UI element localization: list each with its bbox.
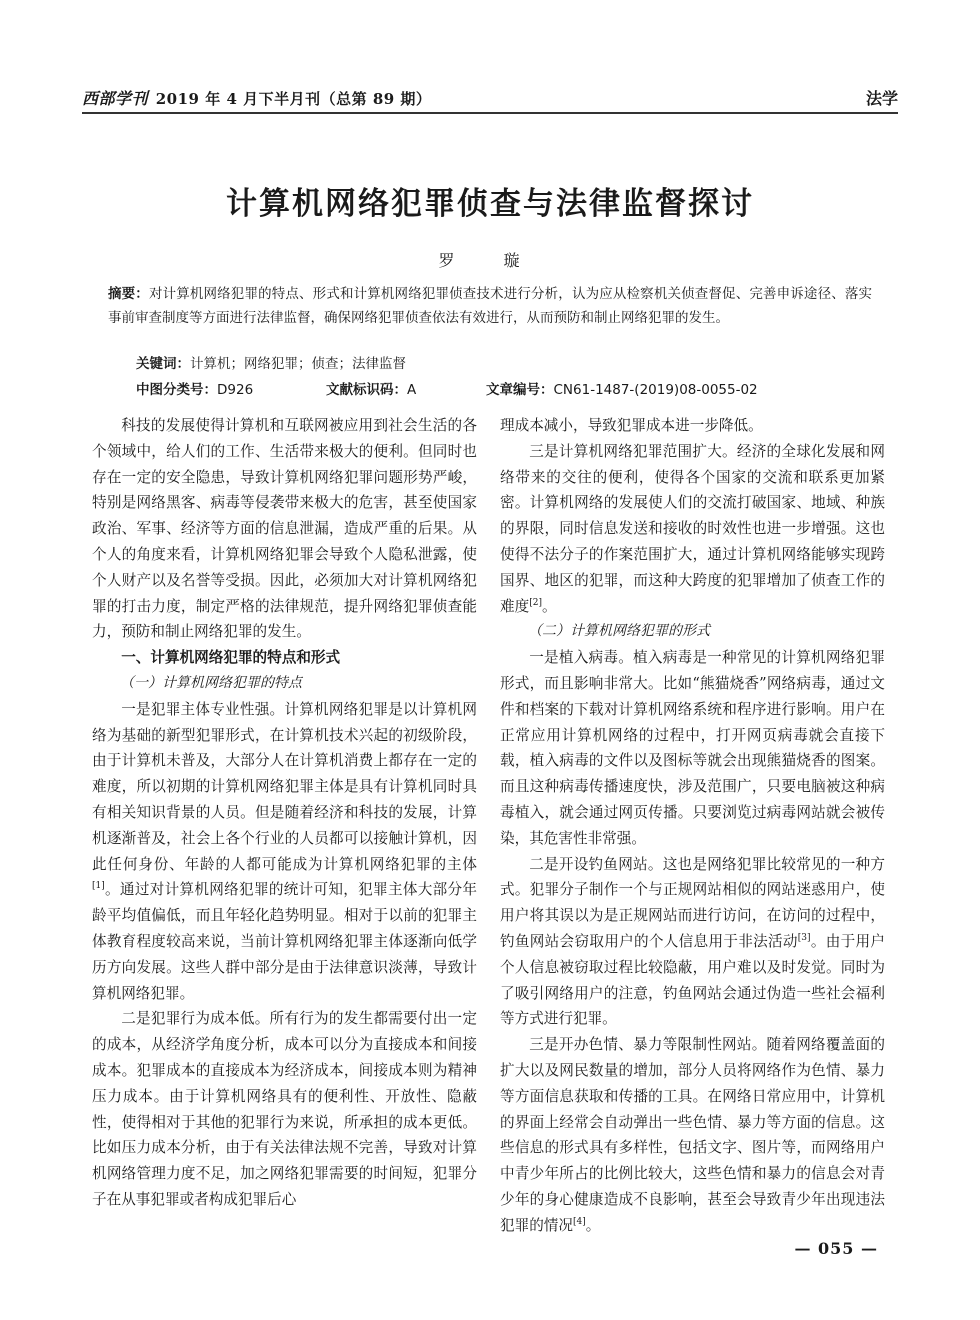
abstract-text: 对计算机网络犯罪的特点、形式和计算机网络犯罪侦查技术进行分析，认为应从检察机关侦查督促、完善申诉途径、落实事前审查制度等方面进行法律监督，确保网络犯罪侦查依法有效进行，从而预防和制止网络犯罪的发生。 (108, 286, 872, 326)
citation-ref: [4] (572, 1216, 586, 1227)
header-rule (82, 112, 898, 114)
doc-code (326, 378, 416, 398)
citation-ref: [1] (92, 881, 105, 892)
body-paragraph: 一是植入病毒。植入病毒是一种常见的计算机网络犯罪形式，而且影响非常大。比如“熊猫烧香”网络病毒，通过文件和档案的下载对计算机网络系统和程序进行影响。用户在正常应用计算机网络的过程中，打开网页病毒就会直接下载，植入病毒的文件以及图标等就会出现熊猫烧香的图案。而且这种病毒传播速度快，涉及范围广，只要电脑被这种病毒植入，就会通过网页传播。只要浏览过病毒网站就会被传染，其危害性非常强。 (500, 649, 885, 847)
doc-code-label: 文献标识码： (326, 382, 407, 398)
article-title: 计算机网络犯罪侦查与法律监督探讨 (226, 186, 754, 222)
journal-info (82, 86, 431, 109)
paragraph-text: 。由于用户个人信息被窃取过程比较隐蔽，用户难以及时发觉。同时为了吸引网络用户的注意，钓鱼网站会通过伪造一些社会福利等方式进行犯罪。 (500, 932, 885, 1028)
doc-code-value: A (407, 382, 417, 398)
section-heading: 一、计算机网络犯罪的特点和形式 (121, 649, 341, 667)
citation-ref: [3] (797, 933, 811, 944)
keywords-label: 关键词： (136, 356, 190, 372)
running-header (82, 86, 898, 114)
journal-logo: 西部学刊 (82, 89, 149, 108)
paragraph-text: 二是开设钓鱼网站。这也是网络犯罪比较常见的一种方式。犯罪分子制作一个与正规网站相似的网站迷惑用户，使用户将其误以为是正规网站而进行访问，在访问的过程中，钓鱼网站会窃取用户的个人信息用于非法活动 (500, 855, 885, 950)
citation-ref: [2] (529, 597, 542, 608)
paragraph-text: 三是计算机网络犯罪范围扩大。经济的全球化发展和网络带来的交往的便利，使得各个国家的交流和联系更加紧密。计算机网络的发展使人们的交流打破国家、地域、种族的界限，同时信息发送和接收的时效性也进一步增强。这也使得不法分子的作案范围扩大，通过计算机网络能够实现跨国界、地区的犯罪，而这种大跨度的犯罪增加了侦查工作的难度 (500, 442, 885, 615)
classification-row (136, 378, 856, 400)
paragraph-text: 三是开办色情、暴力等限制性网站。随着网络覆盖面的扩大以及网民数量的增加，部分人员将网络作为色情、暴力等方面信息获取和传播的工具。在网络日常应用中，计算机的界面上经常会自动弹出一些色情、暴力等方面的信息。这些信息的形式具有多样性，包括文字、图片等，而网络用户中青少年所占的比例比较大，这些色情和暴力的信息会对青少年的身心健康造成不良影响，甚至会导致青少年出现违法犯罪的情况 (500, 1036, 885, 1234)
clc-value: D926 (217, 382, 254, 398)
right-column (500, 413, 885, 1239)
body-paragraph: 科技的发展使得计算机和互联网被应用到社会生活的各个领域中，给人们的工作、生活带来极大的便利。但同时也存在一定的安全隐患，导致计算机网络犯罪问题形势严峻，特别是网络黑客、病毒等侵袭带来极大的危害，甚至使国家政治、军事、经济等方面的信息泄漏，造成严重的后果。从个人的角度来看，计算机网络犯罪会导致个人隐私泄露，使个人财产以及名誉等受损。因此，必须加大对计算机网络犯罪的打击力度，制定严格的法律规范，提升网络犯罪侦查能力，预防和制止网络犯罪的发生。 (92, 417, 477, 641)
paragraph-text: 一是犯罪主体专业性强。计算机网络犯罪是以计算机网络为基础的新型犯罪形式，在计算机技术兴起的初级阶段，由于计算机未普及，大部分人在计算机消费上都存在一定的难度，所以初期的计算机网络犯罪主体是具有计算机同时具有相关知识背景的人员。但是随着经济和科技的发展，计算机逐渐普及，社会上各个行业的人员都可以接触计算机，因此任何身份、年龄的人都可能成为计算机网络犯罪的主体 (92, 700, 477, 873)
keywords (136, 353, 406, 375)
abstract-label: 摘要： (108, 286, 149, 302)
clc-code (136, 378, 253, 398)
article-author: 罗 璇 (438, 251, 542, 270)
subsection-heading: （一）计算机网络犯罪的特点 (120, 674, 302, 691)
subsection-heading: （二）计算机网络犯罪的形式 (528, 623, 710, 640)
body-paragraph (500, 439, 885, 620)
body-paragraph (92, 697, 477, 1007)
article-number (486, 378, 758, 398)
paragraph-text: 。 (585, 1216, 601, 1234)
section-label: 法学 (865, 89, 898, 108)
paragraph-text: 。 (541, 597, 557, 615)
paragraph-text: 。通过对计算机网络犯罪的统计可知，犯罪主体大部分年龄平均值偏低，而且年轻化趋势明显。相对于以前的犯罪主体教育程度较高来说，当前计算机网络犯罪主体逐渐向低学历方向发展。这些人群中部分是由于法律意识淡薄，导致计算机网络犯罪。 (92, 881, 477, 1002)
body-paragraph: 理成本减小，导致犯罪成本进一步降低。 (500, 417, 763, 434)
body-paragraph: 二是犯罪行为成本低。所有行为的发生都需要付出一定的成本，从经济学角度分析，成本可以分为直接成本和间接成本。犯罪成本的直接成本为经济成本，间接成本则为精神压力成本。由于计算机网络具有的便利性、开放性、隐蔽性，使得相对于其他的犯罪行为来说，所承担的成本更低。比如压力成本分析，由于有关法律法规不完善，导致对计算机网络管理力度不足，加之网络犯罪需要的时间短，犯罪分子在从事犯罪或者构成犯罪后心 (92, 1010, 477, 1208)
body-paragraph (500, 1032, 885, 1238)
left-column (92, 413, 477, 1213)
article-number-value: CN61-1487-(2019)08-0055-02 (553, 382, 758, 398)
page-number: — 055 — (794, 1239, 878, 1258)
article-number-label: 文章编号： (486, 382, 554, 398)
abstract (108, 283, 872, 330)
journal-issue: 2019 年 4 月下半月刊（总第 89 期） (155, 90, 432, 108)
body-paragraph (500, 852, 885, 1033)
clc-label: 中图分类号： (136, 382, 217, 398)
keywords-text: 计算机；网络犯罪；侦查；法律监督 (190, 356, 406, 372)
